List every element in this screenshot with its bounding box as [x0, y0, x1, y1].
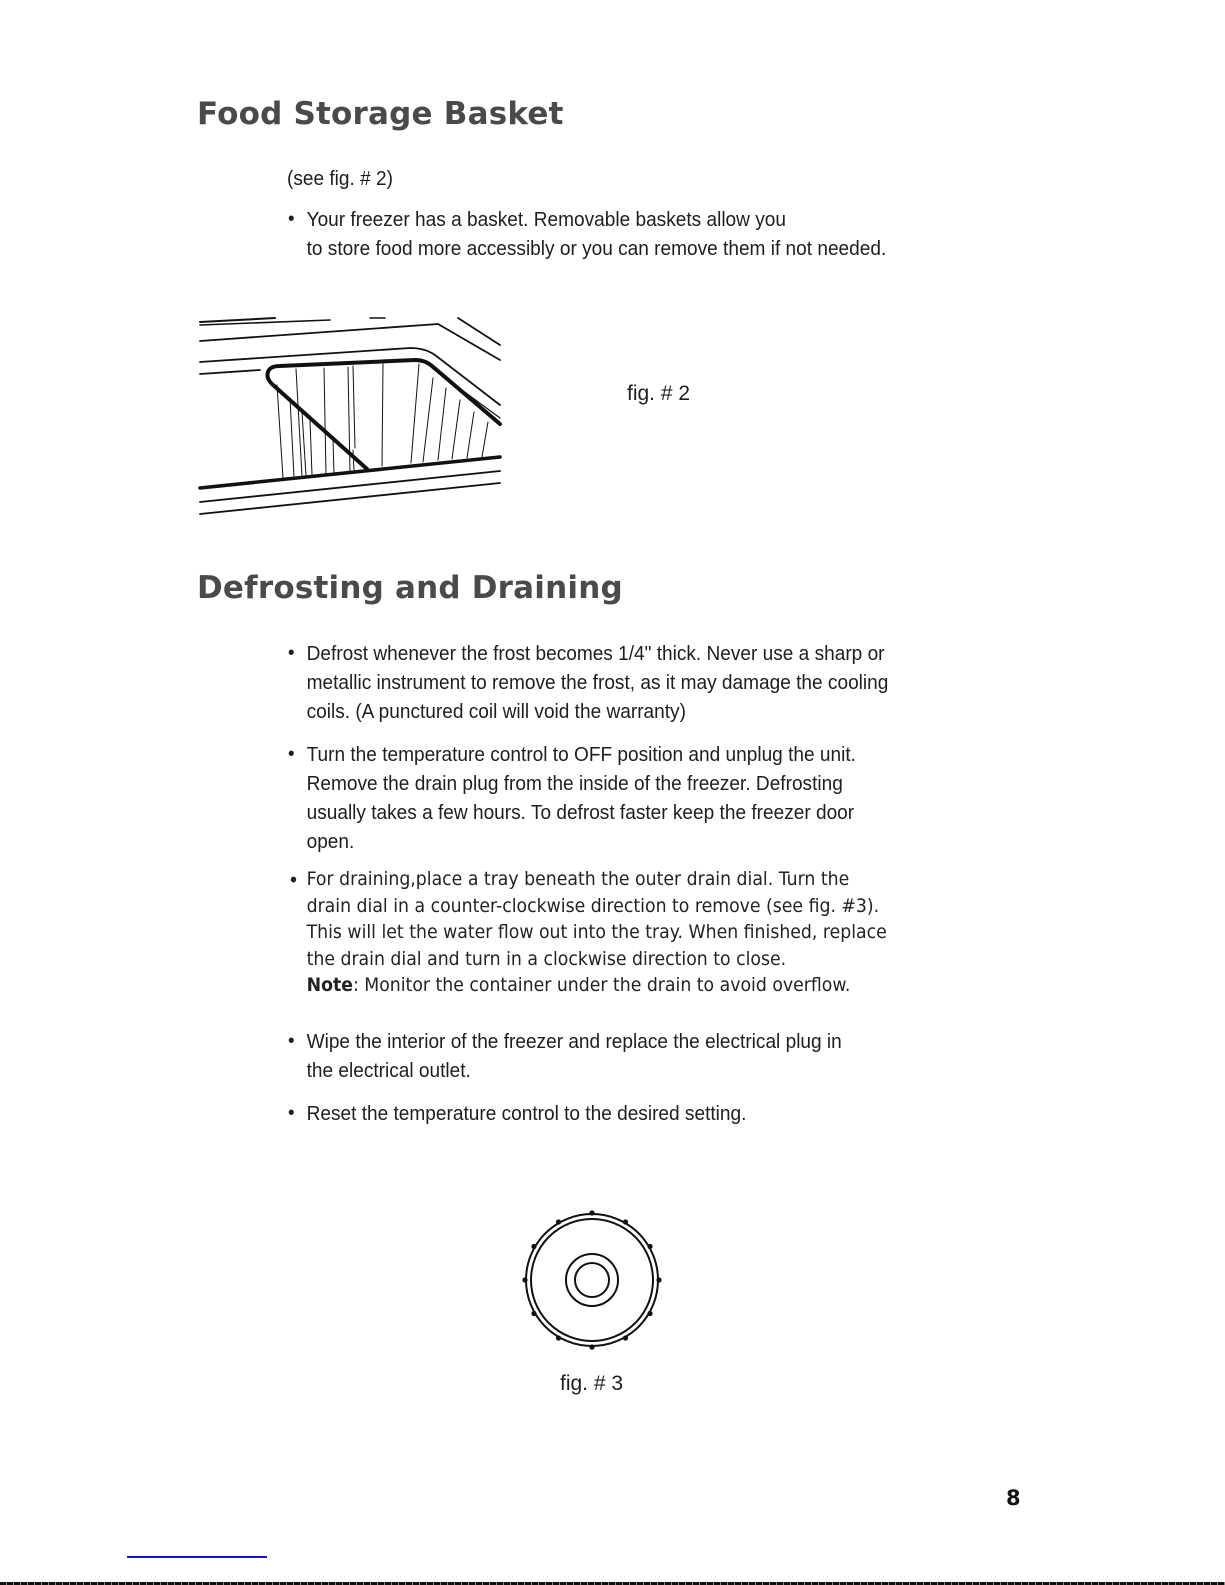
list-item-text: For draining,place a tray beneath the outer drain dial. Turn the drain dial in a counter-clockwise direction to remove (see fig. #3). This will let the water flow out into the tray. When finished, replace the drain dial and turn in a clockwise direction to close. Note: Monitor the container under the drain to avoid overflow. — [306, 869, 887, 996]
list-item-text: Turn the temperature control to OFF position and unplug the unit. Remove the drain plug from the inside of the freezer. Defrosting usually takes a few hours. To defrost faster keep the freezer door open. — [306, 743, 856, 853]
dial-notch — [556, 1219, 561, 1224]
bullet-icon: • — [288, 1102, 295, 1124]
dial-notch — [522, 1277, 527, 1282]
dial-notch — [647, 1244, 652, 1249]
section-heading-defrosting-and-draining: Defrosting and Draining — [197, 570, 623, 606]
dial-hub-inner — [575, 1263, 609, 1297]
cabinet-bottom-line — [200, 471, 500, 502]
footer-link-underline[interactable] — [127, 1556, 267, 1558]
see-figure-reference: (see fig. # 2) — [287, 167, 393, 190]
cabinet-bottom-line — [200, 483, 500, 514]
note-label: Note — [306, 975, 353, 996]
bullet-icon: • — [288, 208, 295, 230]
dial-notch — [589, 1210, 594, 1215]
dial-notches — [522, 1210, 661, 1349]
dial-outer-ring — [526, 1214, 658, 1346]
list-item-text: Your freezer has a basket. Removable baskets allow you to store food more accessibly or you can remove them if not needed. — [306, 208, 887, 260]
note-text: : Monitor the container under the drain to avoid overflow. — [352, 975, 851, 996]
lid-line — [200, 318, 275, 322]
dial-notch — [531, 1244, 536, 1249]
dial-notch — [647, 1311, 652, 1316]
dial-notch — [589, 1344, 594, 1349]
drain-dial-illustration-icon — [520, 1208, 665, 1353]
list-item-text: Defrost whenever the frost becomes 1/4" thick. Never use a sharp or metallic instrument to remove the frost, as it may damage the cooling coils. (A punctured coil will void the warranty) — [306, 642, 889, 723]
dial-notch — [623, 1335, 628, 1340]
bullet-icon: • — [288, 642, 295, 664]
section-heading-food-storage-basket: Food Storage Basket — [197, 96, 564, 132]
bullet-icon: • — [288, 868, 299, 892]
dial-inner-ring — [531, 1219, 653, 1341]
inner-rim — [200, 370, 260, 374]
figure-2-caption: fig. # 2 — [627, 382, 691, 405]
dial-notch — [623, 1219, 628, 1224]
dial-notch — [656, 1277, 661, 1282]
dial-notch — [531, 1311, 536, 1316]
cabinet-top-edge — [200, 324, 500, 360]
basket-rim-inner — [432, 368, 500, 418]
page-number: 8 — [1006, 1486, 1021, 1510]
inner-rim — [200, 348, 500, 405]
list-item-text: Wipe the interior of the freezer and replace the electrical plug in the electrical outlet. — [306, 1030, 842, 1082]
basket-rim — [268, 372, 368, 469]
figure-3-caption: fig. # 3 — [560, 1372, 624, 1395]
list-item-text: Reset the temperature control to the desired setting. — [306, 1102, 747, 1125]
cabinet-side-edge — [458, 318, 500, 345]
dial-hub-outer — [566, 1254, 618, 1306]
dial-notch — [556, 1335, 561, 1340]
bullet-icon: • — [288, 1030, 295, 1052]
bullet-icon: • — [288, 743, 295, 765]
